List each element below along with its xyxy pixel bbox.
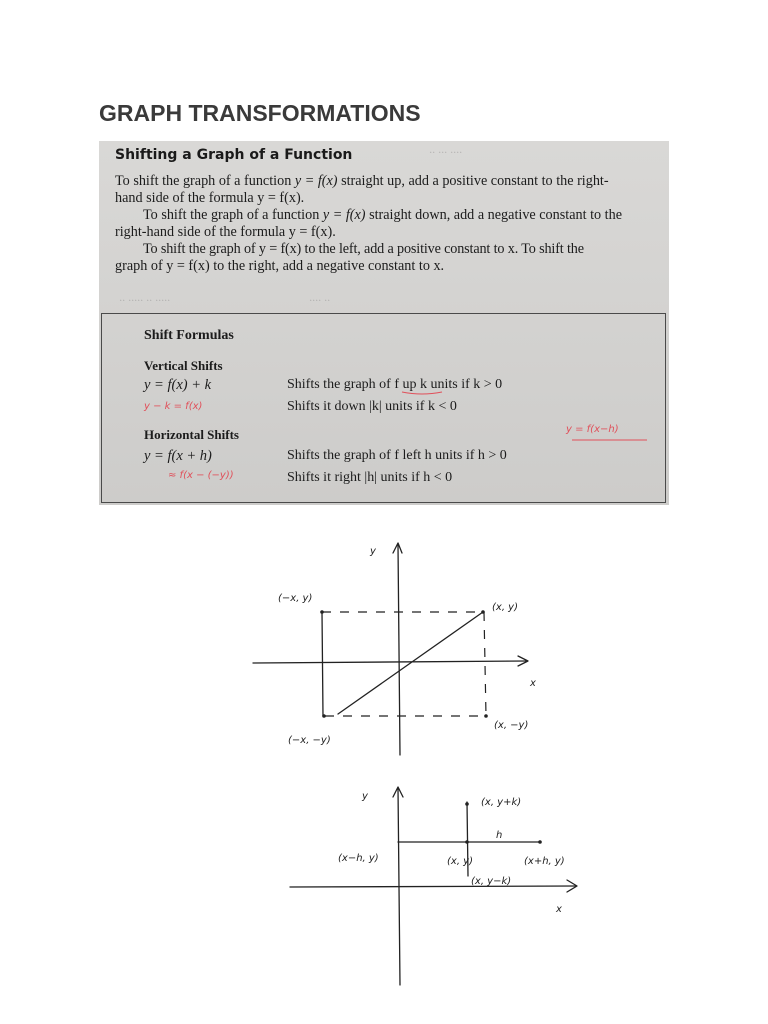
sketch1-point-bottom-left bbox=[322, 714, 326, 718]
sketch2-label-below: (x, y−k) bbox=[471, 876, 512, 887]
sketch2-x-label: x bbox=[556, 904, 562, 915]
textbook-scan bbox=[99, 141, 669, 505]
horizontal-desc-right: Shifts it right |h| units if h < 0 bbox=[287, 470, 453, 485]
sketch2-x-arrow bbox=[567, 880, 577, 892]
paragraph-down-line2: right-hand side of the formula y = f(x). bbox=[115, 224, 336, 240]
horizontal-desc-left: Shifts the graph of f left h units if h > 0 bbox=[287, 448, 507, 463]
box-title: Shift Formulas bbox=[144, 328, 234, 343]
sketch1-diagonal bbox=[338, 612, 483, 714]
vertical-formula: y = f(x) + k bbox=[144, 377, 212, 393]
paragraph-down-line1: To shift the graph of a function y = f(x) straight down, add a negative constant to the bbox=[143, 207, 623, 223]
handwritten-note-horizontal: ≈ f(x − (−y)) bbox=[168, 470, 234, 481]
sketch2-point-top bbox=[465, 802, 469, 806]
paragraph-up-line2: hand side of the formula y = f(x). bbox=[115, 190, 305, 206]
sketch2-label-left: (x−h, y) bbox=[338, 853, 379, 864]
sketch1-x-arrow bbox=[518, 656, 528, 666]
section-heading: Shifting a Graph of a Function bbox=[115, 147, 353, 163]
sketch2-y-label: y bbox=[362, 791, 368, 802]
sketch2-label-h: h bbox=[496, 830, 503, 841]
handwritten-note-side: y = f(x−h) bbox=[566, 424, 619, 435]
sketch1-y-axis bbox=[398, 545, 400, 755]
vertical-desc-up: Shifts the graph of f up k units if k > 0 bbox=[287, 377, 503, 392]
red-annotations bbox=[102, 314, 667, 504]
vertical-shifts-heading: Vertical Shifts bbox=[144, 358, 223, 373]
red-underline-k bbox=[402, 392, 442, 394]
bleed-through-text: ·· ··· ···· bbox=[429, 145, 462, 159]
paragraph-horizontal-line1: To shift the graph of y = f(x) to the left, add a positive constant to x. To shift the bbox=[143, 241, 584, 257]
sketch1-label-top-left: (−x, y) bbox=[278, 593, 313, 604]
horizontal-shifts-heading: Horizontal Shifts bbox=[144, 427, 239, 442]
sketch2-x-axis bbox=[290, 886, 576, 887]
vertical-desc-down: Shifts it down |k| units if k < 0 bbox=[287, 399, 457, 414]
horizontal-formula: y = f(x + h) bbox=[144, 448, 212, 464]
sketch2-label-mid: (x, y) bbox=[447, 856, 473, 867]
sketch2-label-right: (x+h, y) bbox=[524, 856, 565, 867]
handwritten-note-vertical: y − k = f(x) bbox=[144, 401, 203, 412]
sketch1-y-arrow bbox=[393, 543, 402, 553]
bleed-through-text: ·· ····· ·· ····· bbox=[119, 293, 170, 307]
sketch1-x-label: x bbox=[530, 678, 536, 689]
sketch1-label-top-right: (x, y) bbox=[492, 602, 518, 613]
sketch1-y-label: y bbox=[370, 546, 376, 557]
paragraph-up-line1: To shift the graph of a function y = f(x) straight up, add a positive constant to the right- bbox=[115, 173, 609, 189]
page-title: GRAPH TRANSFORMATIONS bbox=[99, 100, 421, 126]
sketch2-y-axis bbox=[398, 788, 400, 985]
shift-formulas-box bbox=[101, 313, 666, 503]
sketch1-label-bottom-left: (−x, −y) bbox=[288, 735, 331, 746]
paragraph-horizontal-line2: graph of y = f(x) to the right, add a negative constant to x. bbox=[115, 258, 445, 274]
sketch1-x-axis bbox=[253, 661, 527, 663]
sketch2-y-arrow bbox=[393, 787, 403, 797]
bleed-through-text: ···· ·· bbox=[309, 293, 330, 307]
sketch1-left-edge bbox=[322, 612, 323, 716]
sketch2-point-mid bbox=[465, 840, 469, 844]
sketch1-point-top-left bbox=[320, 610, 324, 614]
sketch1-point-top-right bbox=[481, 610, 485, 614]
sketch2-label-top: (x, y+k) bbox=[481, 797, 522, 808]
sketch1-label-bottom-right: (x, −y) bbox=[494, 720, 529, 731]
sketch1-dash-right bbox=[484, 612, 486, 716]
sketch1-point-bottom-right bbox=[484, 714, 488, 718]
sketch2-vertical-segment bbox=[467, 802, 468, 876]
sketch2-point-right bbox=[538, 840, 542, 844]
